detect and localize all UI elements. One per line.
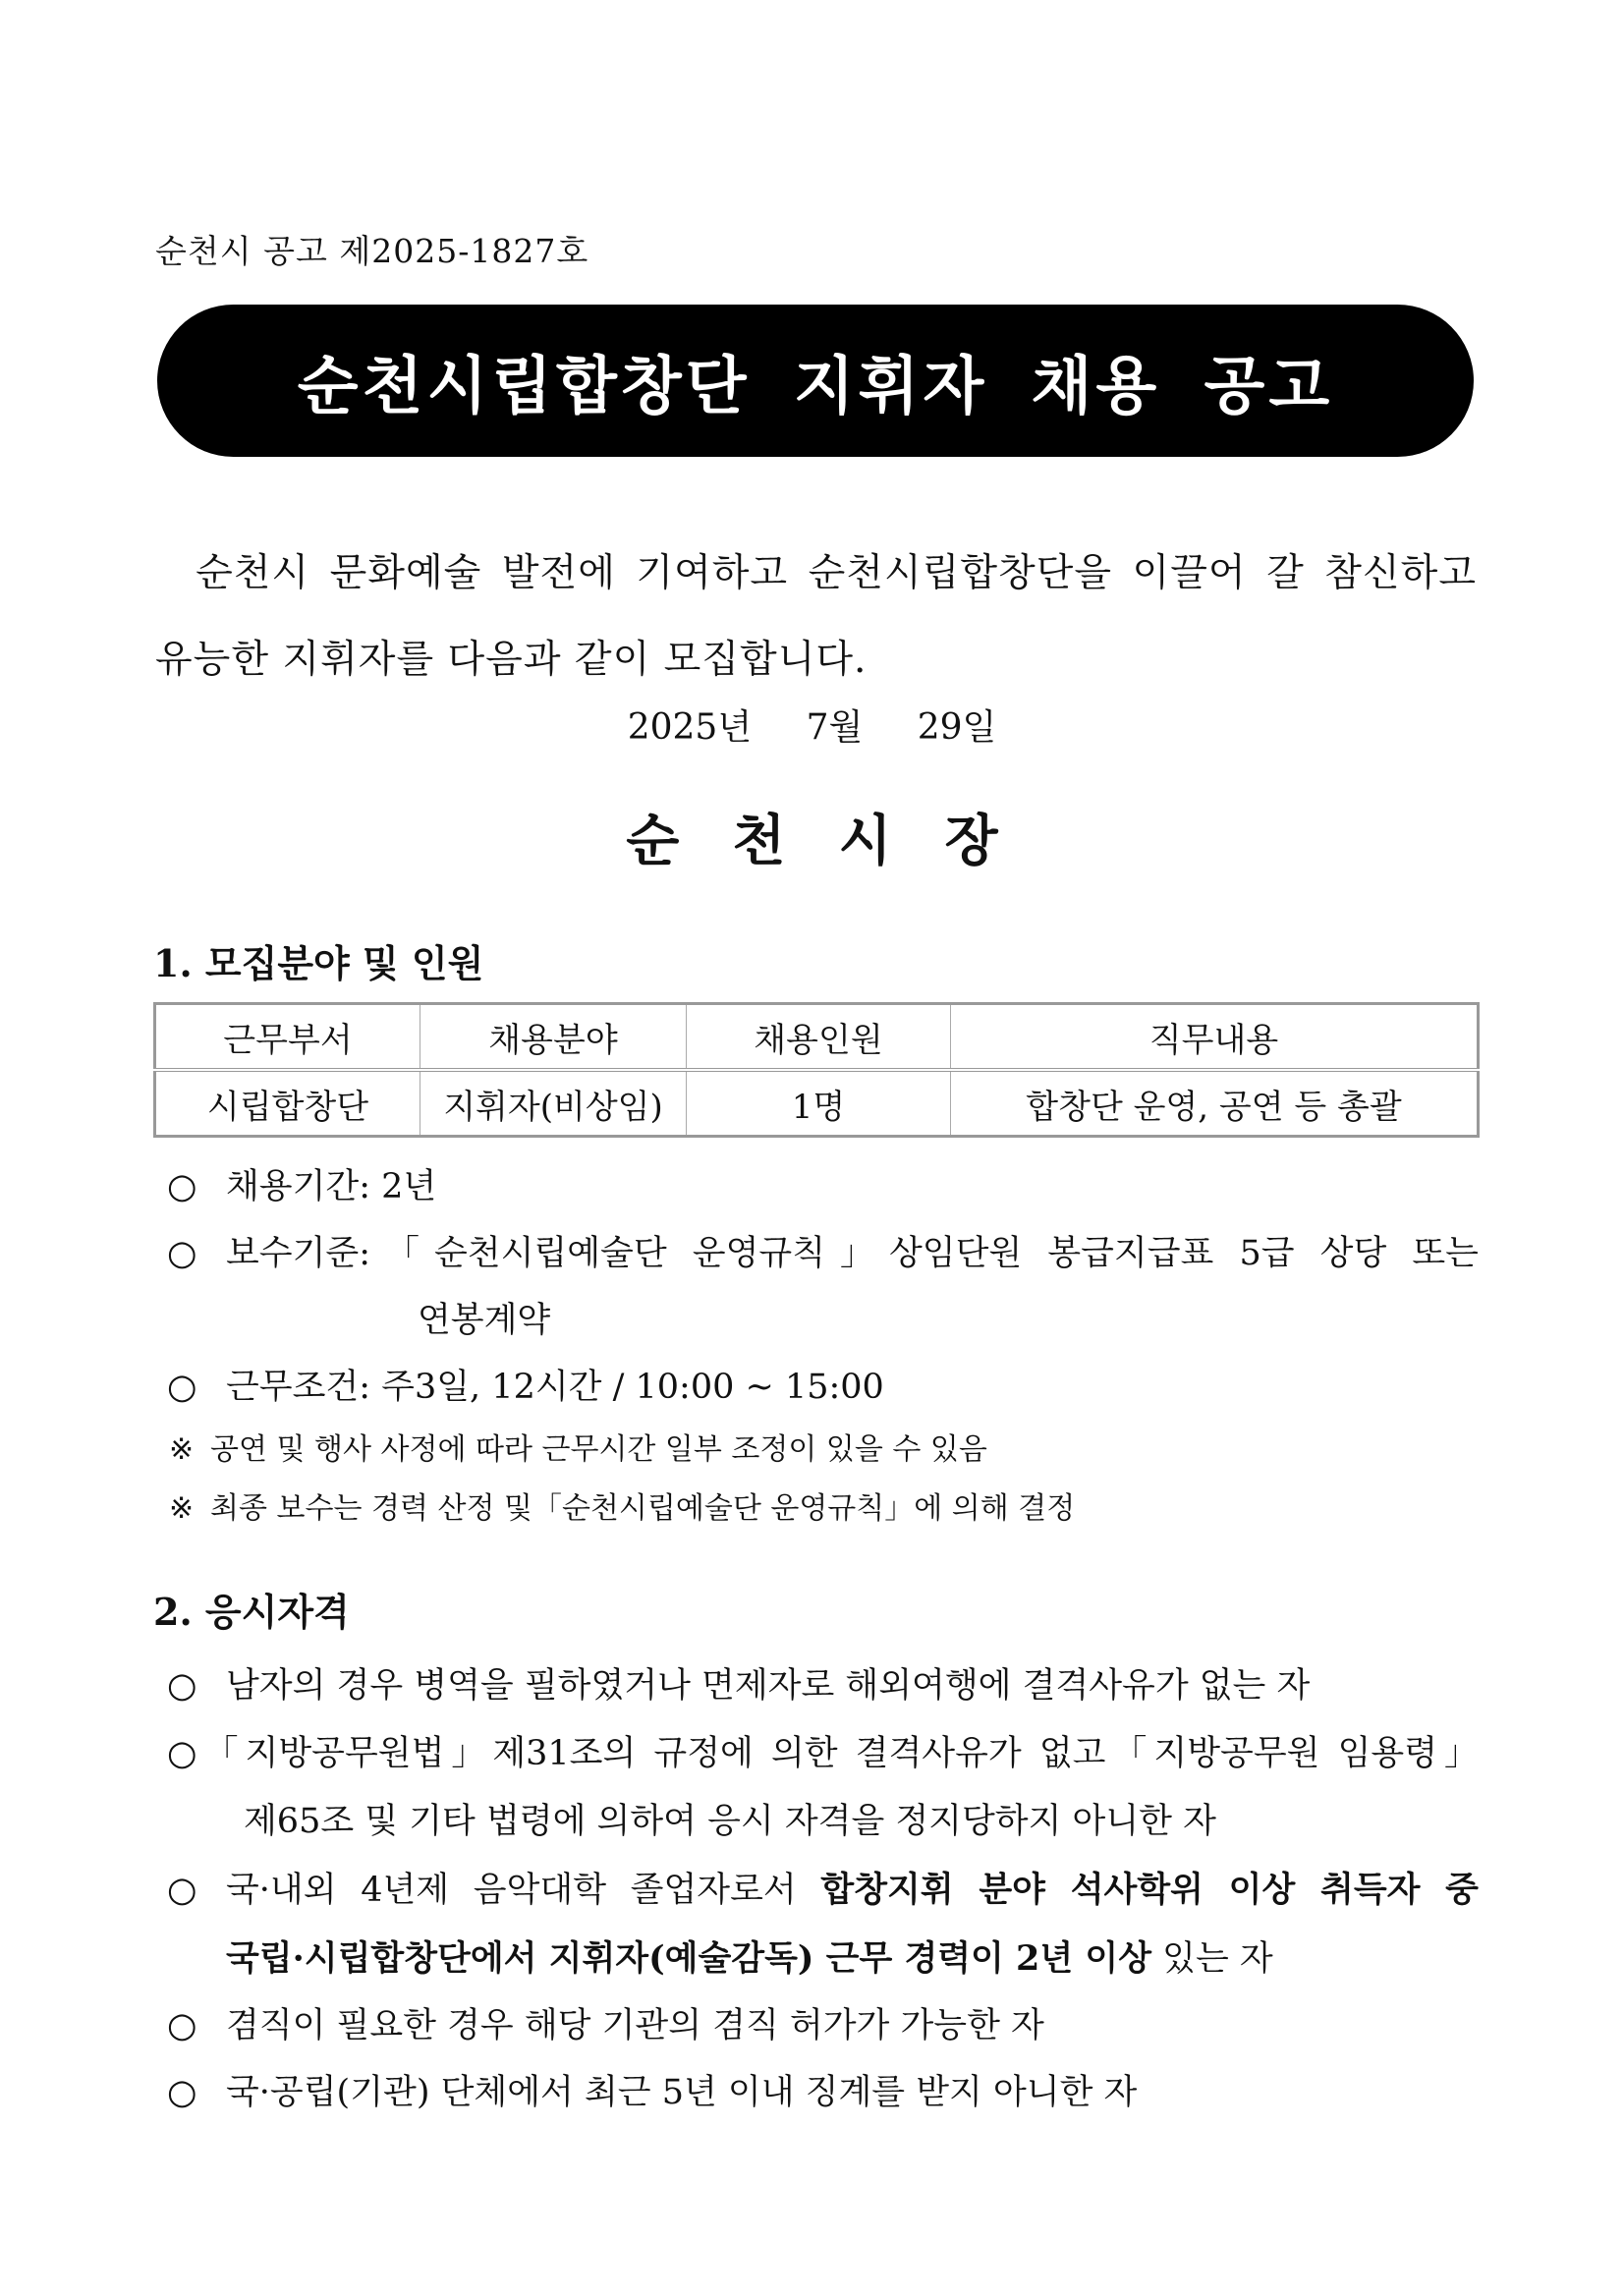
qualification-text-cont	[226, 1932, 1273, 1981]
intro-line-1: 순천시 문화예술 발전에 기여하고 순천시립합창단을 이끌어 갈 참신하고	[196, 551, 1477, 595]
note-item	[169, 1484, 1075, 1527]
intro-line-2: 유능한 지휘자를 다음과 같이 모집합니다.	[155, 638, 868, 682]
bullet-circle: ○	[167, 2073, 197, 2112]
qualification-item	[167, 1998, 1044, 2047]
qualification-text: 있는 자	[1162, 1939, 1273, 1979]
bullet-circle: ○	[167, 1234, 197, 1273]
table-cell: 시립합창단	[155, 1070, 420, 1137]
table-header-row	[155, 1004, 1479, 1071]
list-item-pay	[167, 1226, 1479, 1275]
qualification-emphasis: 합창지휘 분야 석사학위 이상 취득자 중	[820, 1870, 1479, 1910]
notice-date	[0, 700, 1624, 750]
issuer-char: 천	[732, 810, 786, 873]
section-heading-qualifications: 2. 응시자격	[153, 1590, 350, 1634]
pay-text-line-2: 연봉계약	[418, 1301, 551, 1340]
table-cell: 지휘자(비상임)	[420, 1070, 687, 1137]
table-row	[155, 1070, 1479, 1137]
table-header-cell: 근무부서	[155, 1004, 420, 1071]
page-title: 순천시립합창단 지휘자 채용 공고	[297, 350, 1334, 423]
section-heading-recruitment: 1. 모집분야 및 인원	[153, 941, 484, 985]
issuer-char: 순	[626, 810, 680, 873]
qualification-item	[167, 1726, 1479, 1775]
issuer-char: 시	[838, 810, 892, 873]
table-header-cell: 직무내용	[951, 1004, 1479, 1071]
bullet-circle: ○	[167, 1368, 197, 1407]
qualification-text: 「지방공무원법」제31조의 규정에 의한 결격사유가 없고「지방공무원 임용령」	[203, 1734, 1479, 1773]
table-header-cell: 채용분야	[420, 1004, 687, 1071]
bullet-circle: ○	[167, 2006, 197, 2045]
qualification-text: 국·공립(기관) 단체에서 최근 5년 이내 징계를 받지 아니한 자	[226, 2073, 1138, 2112]
table-cell: 1명	[687, 1070, 951, 1137]
intro-paragraph	[155, 531, 1477, 703]
qualification-item	[167, 2065, 1137, 2114]
pay-text-line-1: 보수기준:「순천시립예술단 운영규칙」상임단원 봉급지급표 5급 상당 또는	[226, 1234, 1479, 1273]
table-header-cell: 채용인원	[687, 1004, 951, 1071]
date-day: 29일	[917, 707, 997, 748]
note-mark: ※	[169, 1432, 195, 1467]
bullet-circle: ○	[167, 1871, 197, 1910]
date-year: 2025년	[627, 707, 753, 748]
bullet-circle: ○	[167, 1167, 197, 1206]
qualification-item	[167, 1863, 1479, 1912]
qualification-item	[167, 1658, 1310, 1708]
list-item-period	[167, 1159, 436, 1208]
qualification-emphasis: 국립·시립합창단에서 지휘자(예술감독) 근무 경력이 2년 이상	[226, 1938, 1152, 1979]
note-item	[169, 1425, 987, 1468]
recruitment-table	[153, 1002, 1480, 1138]
qualification-text: 국·내외 4년제 음악대학 졸업자로서	[226, 1871, 797, 1910]
issuer-signature	[0, 798, 1624, 876]
list-item-conditions	[167, 1360, 884, 1409]
issuer-char: 장	[944, 810, 998, 873]
bullet-circle: ○	[167, 1734, 204, 1773]
note-text: 최종 보수는 경력 산정 및「순천시립예술단 운영규칙」에 의해 결정	[210, 1491, 1076, 1526]
qualification-text-cont: 제65조 및 기타 법령에 의하여 응시 자격을 정지당하지 아니한 자	[244, 1802, 1216, 1841]
table-cell: 합창단 운영, 공연 등 총괄	[951, 1070, 1479, 1137]
period-text: 채용기간: 2년	[226, 1167, 437, 1206]
qualification-text: 남자의 경우 병역을 필하였거나 면제자로 해외여행에 결격사유가 없는 자	[226, 1666, 1311, 1706]
qualification-text: 겸직이 필요한 경우 해당 기관의 겸직 허가가 가능한 자	[226, 2006, 1044, 2045]
bullet-circle: ○	[167, 1666, 197, 1706]
note-mark: ※	[169, 1491, 195, 1526]
title-banner	[157, 305, 1474, 457]
notice-number: 순천시 공고 제2025-1827호	[155, 232, 589, 270]
date-month: 7월	[806, 707, 864, 748]
conditions-text: 근무조건: 주3일, 12시간 / 10:00 ~ 15:00	[226, 1368, 884, 1407]
note-text: 공연 및 행사 사정에 따라 근무시간 일부 조정이 있을 수 있음	[210, 1432, 987, 1467]
